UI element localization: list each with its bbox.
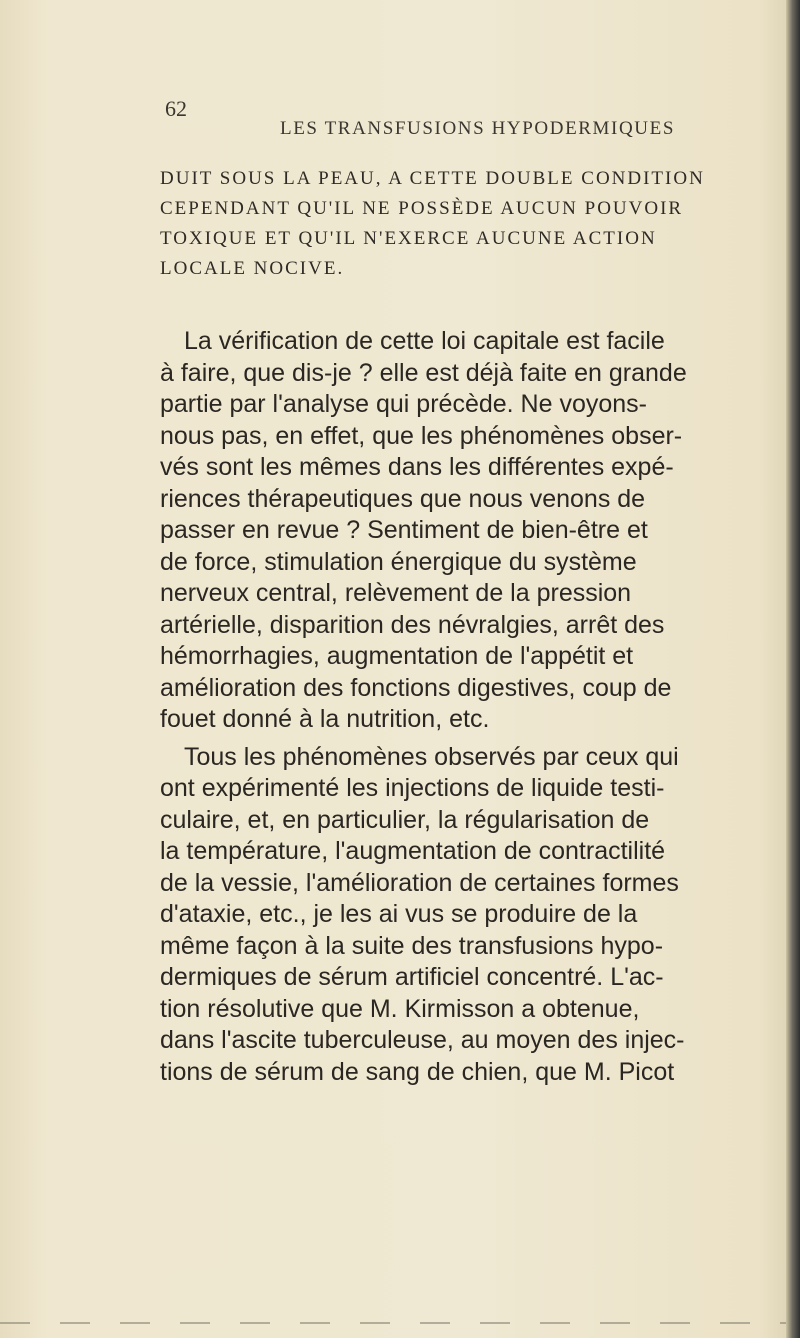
caps-line: DUIT SOUS LA PEAU, A CETTE DOUBLE CONDITION (160, 168, 705, 189)
text-line: vés sont les mêmes dans les différentes expé- (160, 453, 674, 481)
small-caps-passage (160, 164, 760, 284)
text-line: hémorrhagies, augmentation de l'appétit et (160, 642, 634, 670)
text-line: riences thérapeutiques que nous venons de (160, 484, 646, 513)
text-line: partie par l'analyse qui précède. Ne voyons- (160, 390, 647, 418)
text-line: nous pas, en effet, que les phénomènes obser- (160, 421, 683, 450)
text-line: artérielle, disparition des névralgies, arrêt des (160, 610, 665, 639)
text-line: Tous les phénomènes observés par ceux qui (184, 742, 679, 771)
running-head: LES TRANSFUSIONS HYPODERMIQUES (280, 118, 675, 139)
text-line: d'ataxie, etc., je les ai vus se produire de la (160, 900, 638, 928)
caps-line: TOXIQUE ET QU'IL N'EXERCE AUCUNE ACTION (160, 228, 657, 249)
text-line: dermiques de sérum artificiel concentré. L'ac- (160, 963, 664, 991)
text-line: à faire, que dis-je ? elle est déjà faite en grande (160, 358, 687, 387)
text-line: tion résolutive que M. Kirmisson a obtenue, (160, 994, 640, 1023)
paragraph-1 (160, 326, 760, 736)
caps-line: CEPENDANT QU'IL NE POSSÈDE AUCUN POUVOIR (160, 198, 684, 219)
text-line: ont expérimenté les injections de liquide testi- (160, 774, 665, 802)
text-line: dans l'ascite tuberculeuse, au moyen des injec- (160, 1026, 685, 1054)
text-line: de force, stimulation énergique du système (160, 547, 637, 576)
text-line: fouet donné à la nutrition, etc. (160, 705, 490, 733)
text-line: nerveux central, relèvement de la pression (160, 579, 632, 607)
text-line: même façon à la suite des transfusions hypo- (160, 931, 664, 960)
text-line: passer en revue ? Sentiment de bien-être et (160, 516, 648, 544)
text-line: la température, l'augmentation de contractilité (160, 837, 666, 865)
text-line: culaire, et, en particulier, la régularisation de (160, 805, 650, 834)
book-spine-edge (786, 0, 800, 1338)
caps-line: LOCALE NOCIVE. (160, 258, 345, 279)
text-line: de la vessie, l'amélioration de certaines formes (160, 868, 679, 897)
text-line: tions de sérum de sang de chien, que M. Picot (160, 1057, 675, 1086)
body-text (160, 326, 760, 1088)
page-bottom-edge (0, 1322, 786, 1324)
paragraph-2 (160, 742, 760, 1089)
text-line: La vérification de cette loi capitale est facile (184, 327, 665, 355)
page-number: 62 (165, 96, 187, 121)
text-line: amélioration des fonctions digestives, coup de (160, 673, 672, 702)
